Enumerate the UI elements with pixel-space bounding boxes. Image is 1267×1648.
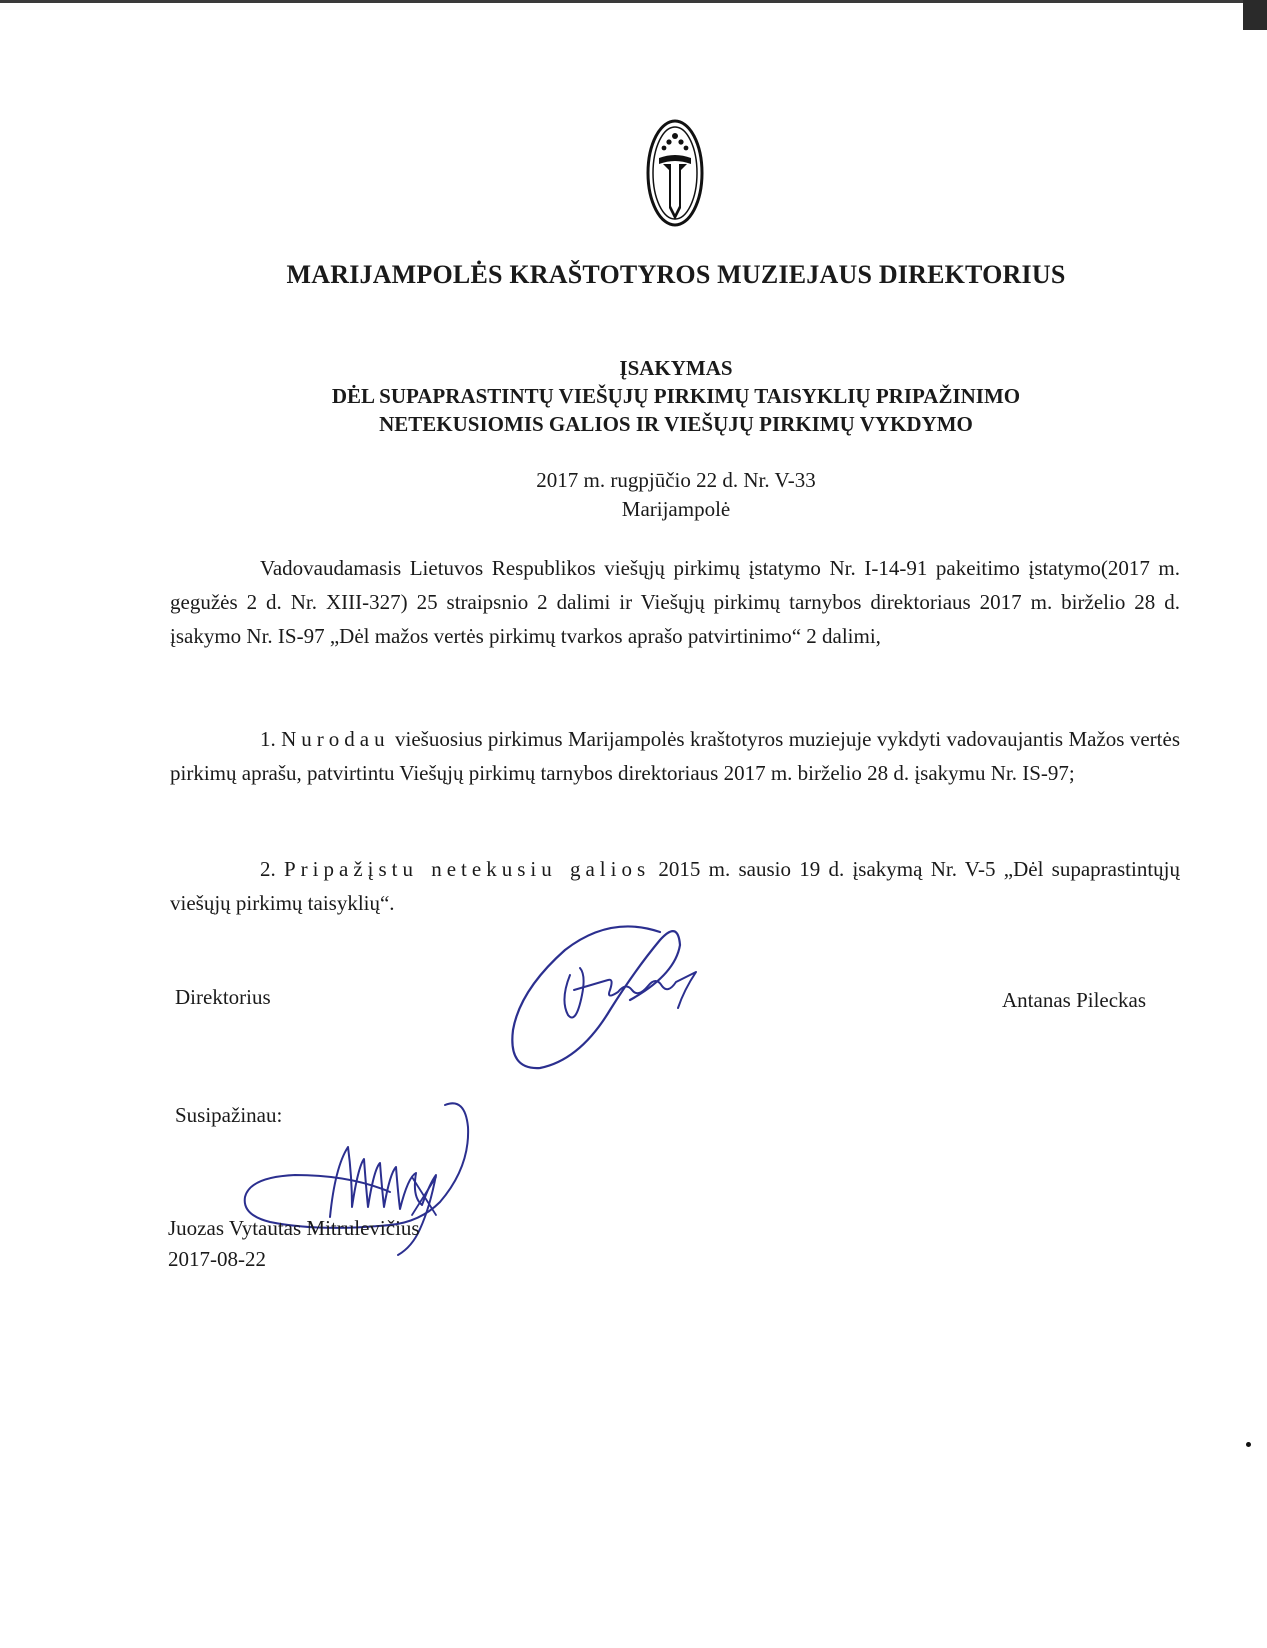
acknowledgement-date: 2017-08-22 <box>168 1247 266 1271</box>
organization-title: MARIJAMPOLĖS KRAŠTOTYROS MUZIEJAUS DIREKTORIUS <box>286 260 1066 289</box>
subject-line-1: DĖL SUPAPRASTINTŲ VIEŠŲJŲ PIRKIMŲ TAISYKLIŲ PRIPAŽINIMO <box>331 384 1021 408</box>
scan-speck <box>1246 1442 1251 1447</box>
item-1-verb: Nurodau <box>281 727 390 751</box>
document-type: ĮSAKYMAS <box>619 356 733 380</box>
document-subject <box>0 382 1267 438</box>
director-signature <box>510 920 725 1080</box>
item-1-number: 1. <box>260 727 276 751</box>
museum-emblem-icon <box>645 118 705 228</box>
intro-paragraph: Vadovaudamasis Lietuvos Respublikos viešųjų pirkimų įstatymo Nr. I-14-91 pakeitimo įstatymo(2017 m. gegužės 2 d. Nr. XIII-327) 25 straipsnio 2 dalimi ir Viešųjų pirkimų tarnybos direktoriaus 2017 m. birželio 28 d. įsakymo Nr. IS-97 „Dėl mažos vertės pirkimų tvarkos aprašo patvirtinimo“ 2 dalimi, <box>170 556 1180 648</box>
acknowledgement-label: Susipažinau: <box>175 1103 283 1127</box>
order-item-1 <box>170 722 1180 790</box>
item-2-verb: Pripažįstu netekusiu galios <box>284 857 651 881</box>
subject-line-2: NETEKUSIOMIS GALIOS IR VIEŠŲJŲ PIRKIMŲ VYKDYMO <box>379 412 973 436</box>
director-role: Direktorius <box>175 985 271 1009</box>
acknowledgement-name: Juozas Vytautas Mitrulevičius <box>168 1216 420 1240</box>
item-2-number: 2. <box>260 857 276 881</box>
order-item-2 <box>170 852 1180 920</box>
scan-edge-corner <box>1243 0 1267 30</box>
director-name: Antanas Pileckas <box>1002 988 1147 1012</box>
document-date-number: 2017 m. rugpjūčio 22 d. Nr. V-33 <box>536 468 816 492</box>
document-place: Marijampolė <box>621 497 731 521</box>
item-1-text: viešuosius pirkimus Marijampolės kraštotyros muziejuje vykdyti vadovaujantis Mažos vertės pirkimų aprašu, patvirtintu Viešųjų pirkimų tarnybos direktoriaus 2017 m. birželio 28 d. įsakymu Nr. IS-97; <box>170 727 1180 785</box>
item-2-text: 2015 m. sausio 19 d. įsakymą Nr. V-5 „Dėl supaprastintųjų viešųjų pirkimų taisyklių“. <box>170 857 1180 915</box>
scan-edge-top <box>0 0 1267 3</box>
